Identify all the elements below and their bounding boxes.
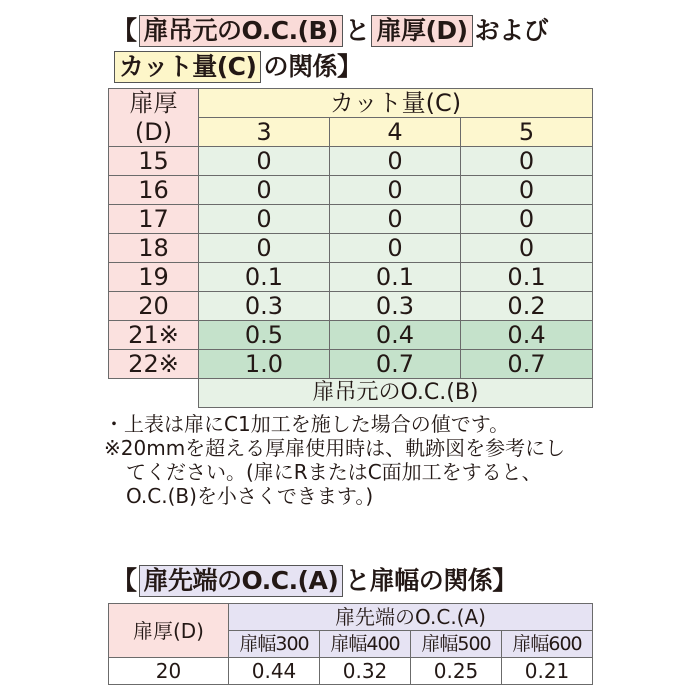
value-cell: 0.3: [199, 292, 330, 321]
table-row: [109, 205, 593, 234]
table-row: [109, 658, 593, 685]
thickness-cell: 20: [109, 292, 199, 321]
bracket-open: 【: [112, 16, 137, 45]
note-line: てください。(扉にRまたはC面加工をすると、: [126, 460, 542, 484]
note-line: ・上表は扉にC1加工を施した場合の値です。: [104, 412, 510, 436]
value-cell: 0.7: [461, 350, 593, 379]
row-header: 扉厚(D): [109, 604, 229, 658]
value-cell: 0: [199, 205, 330, 234]
value-cell: 0.25: [411, 658, 502, 685]
col-header-width-300: 扉幅300: [229, 631, 320, 658]
conjunction-to: と: [344, 16, 370, 45]
col-header-width-600: 扉幅600: [502, 631, 593, 658]
tag-cut-amount: カット量(C): [114, 51, 261, 83]
value-cell: 0.2: [461, 292, 593, 321]
section2-heading: [112, 564, 517, 598]
tag-door-hinge-oc: 扉吊元のO.C.(B): [139, 15, 343, 47]
value-cell: 0.32: [320, 658, 411, 685]
value-cell: 0.1: [461, 263, 593, 292]
thickness-cell: 21※: [109, 321, 199, 350]
row-header-line1: 扉厚: [109, 89, 199, 118]
conjunction-oyobi: および: [474, 16, 549, 45]
thickness-cell: 22※: [109, 350, 199, 379]
col-header-width-500: 扉幅500: [411, 631, 502, 658]
value-cell: 0.21: [502, 658, 593, 685]
value-cell: 0: [330, 205, 461, 234]
table-footer-label: 扉吊元のO.C.(B): [199, 379, 593, 408]
value-cell: 0: [199, 147, 330, 176]
value-cell: 0.3: [330, 292, 461, 321]
value-cell: 0.4: [461, 321, 593, 350]
value-cell: 0: [461, 234, 593, 263]
blank-cell: [109, 379, 199, 408]
value-cell: 1.0: [199, 350, 330, 379]
thickness-cell: 16: [109, 176, 199, 205]
value-cell: 0: [461, 147, 593, 176]
table-row: [109, 176, 593, 205]
table-row: [109, 234, 593, 263]
value-cell: 0.1: [330, 263, 461, 292]
heading-tail: の関係: [263, 52, 337, 81]
value-cell: 0.1: [199, 263, 330, 292]
thickness-cell: 19: [109, 263, 199, 292]
value-cell: 0: [461, 205, 593, 234]
section1-heading-line1: [112, 14, 548, 48]
col-header-5: 5: [461, 118, 593, 147]
col-header-3: 3: [199, 118, 330, 147]
value-cell: 0: [330, 176, 461, 205]
value-cell: 0: [199, 176, 330, 205]
row-header-line2: (D): [109, 118, 199, 147]
table-row: [109, 147, 593, 176]
door-tip-oc-header: 扉先端のO.C.(A): [229, 604, 593, 631]
bracket-close: 】: [336, 52, 362, 81]
section1-heading-line2: [112, 50, 361, 84]
table-row: [109, 263, 593, 292]
table-row: [109, 321, 593, 350]
value-cell: 0.5: [199, 321, 330, 350]
note-line: O.C.(B)を小さくできます。): [126, 484, 374, 508]
col-header-4: 4: [330, 118, 461, 147]
bracket-open: 【: [112, 566, 137, 595]
value-cell: 0.44: [229, 658, 320, 685]
thickness-cell: 18: [109, 234, 199, 263]
value-cell: 0: [330, 147, 461, 176]
tag-door-thickness: 扉厚(D): [371, 15, 472, 47]
oc-a-table: [108, 603, 593, 685]
notes: [104, 412, 604, 508]
value-cell: 0.7: [330, 350, 461, 379]
table-row: [109, 292, 593, 321]
bracket-close: 】: [492, 566, 517, 595]
tag-door-tip-oc: 扉先端のO.C.(A): [139, 565, 344, 597]
heading-tail: と扉幅の関係: [345, 566, 493, 595]
col-header-width-400: 扉幅400: [320, 631, 411, 658]
value-cell: 0: [199, 234, 330, 263]
thickness-cell: 17: [109, 205, 199, 234]
thickness-cell: 15: [109, 147, 199, 176]
value-cell: 0.4: [330, 321, 461, 350]
note-line: ※20mmを超える厚扉使用時は、軌跡図を参考にし: [104, 436, 566, 460]
value-cell: 0: [330, 234, 461, 263]
table-row: [109, 350, 593, 379]
cut-amount-header: カット量(C): [199, 89, 593, 118]
thickness-cell: 20: [109, 658, 229, 685]
oc-b-table: [108, 88, 593, 408]
value-cell: 0: [461, 176, 593, 205]
